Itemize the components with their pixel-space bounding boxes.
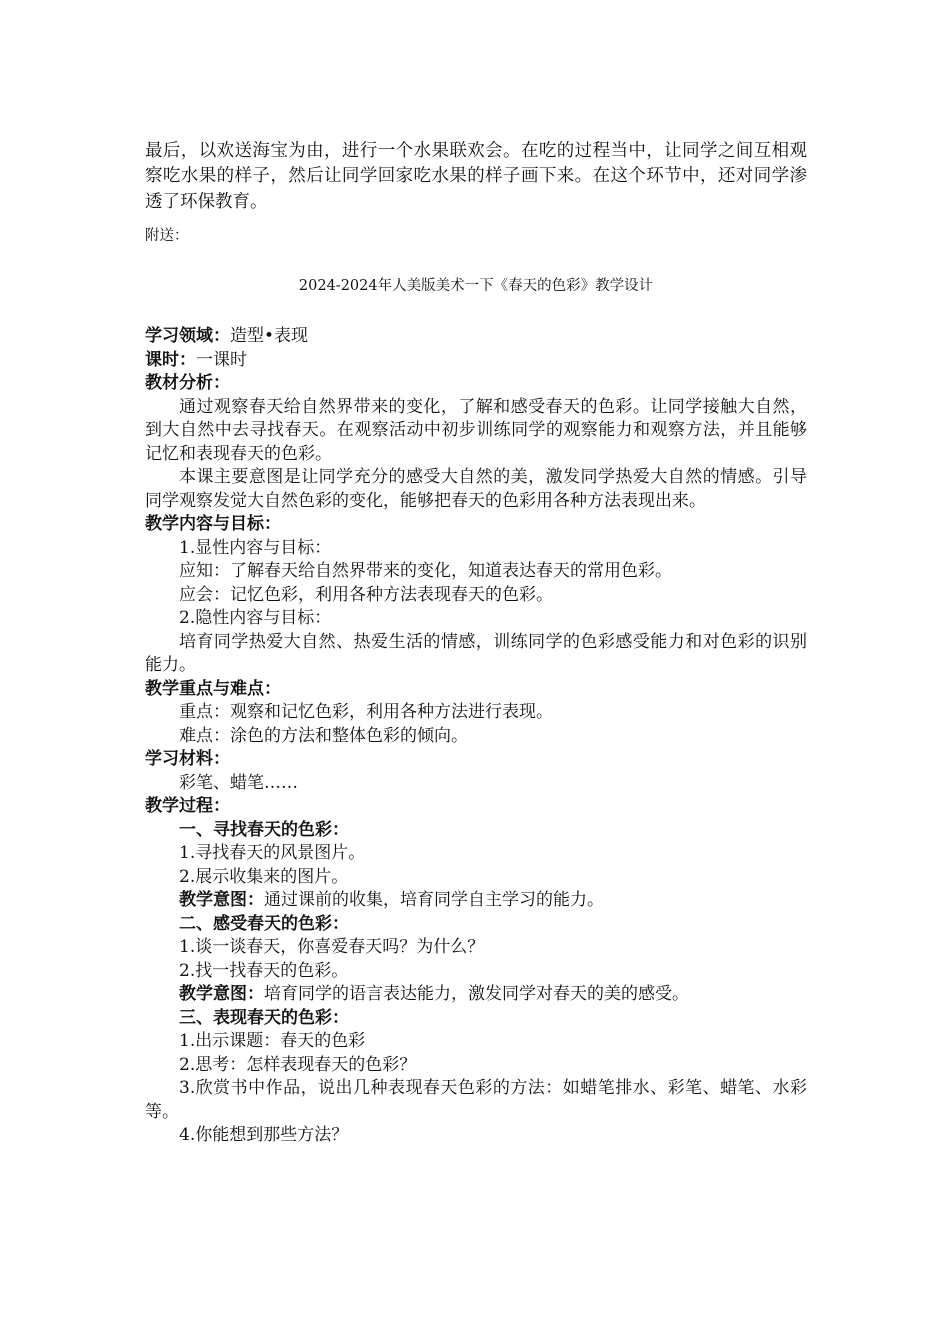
process-item: 3.欣赏书中作品，说出几种表现春天色彩的方法：如蜡笔排水、彩笔、蜡笔、水彩等。 (145, 1078, 807, 1122)
lesson-plan-body (145, 325, 807, 1148)
key-points-heading: 教学重点与难点： (145, 678, 281, 699)
process-section-3-title: 三、表现春天的色彩： (179, 1007, 349, 1028)
process-item: 2.展示收集来的图片。 (179, 866, 349, 887)
goals-heading: 教学内容与目标： (145, 514, 281, 534)
process-heading: 教学过程： (145, 796, 230, 816)
process-item: 2.找一找春天的色彩。 (179, 960, 349, 981)
process-intent (145, 889, 807, 913)
process-item: 1.谈一谈春天，你喜爱春天吗？为什么？ (179, 937, 485, 957)
period-line (145, 349, 807, 373)
process-item: 1.寻找春天的风景图片。 (179, 843, 366, 863)
intent-text: 通过课前的收集，培育同学自主学习的能力。 (264, 890, 604, 910)
materials-text: 彩笔、蜡笔…… (179, 772, 298, 793)
goals-can: 应会：记忆色彩，利用各种方法表现春天的色彩。 (179, 584, 553, 605)
key-points-focus: 重点：观察和记忆色彩，利用各种方法进行表现。 (179, 702, 553, 722)
intent-text: 培育同学的语言表达能力，激发同学对春天的美的感受。 (264, 984, 689, 1004)
analysis-heading: 教材分析： (145, 373, 230, 393)
process-section-2-title: 二、感受春天的色彩： (179, 913, 349, 934)
goals-know: 应知：了解春天给自然界带来的变化，知道表达春天的常用色彩。 (179, 561, 672, 581)
appendix-label: 附送： (145, 228, 189, 244)
intro-paragraph: 最后，以欢送海宝为由，进行一个水果联欢会。在吃的过程当中，让同学之间互相观察吃水果的样子，然后让同学回家吃水果的样子画下来。在这个环节中，还对同学渗透了环保教育。 (145, 140, 807, 212)
process-item: 4.你能想到那些方法？ (179, 1125, 349, 1145)
goals-implicit: 2.隐性内容与目标： (179, 608, 332, 628)
process-item: 1.出示课题：春天的色彩 (179, 1031, 366, 1051)
goals-implicit-text: 培育同学热爱大自然、热爱生活的情感，训练同学的色彩感受能力和对色彩的识别能力。 (145, 631, 807, 675)
materials-heading: 学习材料： (145, 749, 230, 769)
process-item: 2.思考：怎样表现春天的色彩？ (179, 1054, 417, 1075)
document-title: 2024-2024年人美版美术一下《春天的色彩》教学设计 (298, 278, 654, 294)
field-label: 学习领域： (145, 326, 230, 346)
intent-label: 教学意图： (179, 984, 264, 1004)
process-section-1-title: 一、寻找春天的色彩： (179, 819, 349, 840)
period-value: 一课时 (196, 349, 247, 370)
analysis-paragraph: 通过观察春天给自然界带来的变化，了解和感受春天的色彩。让同学接触大自然，到大自然中去寻找春天。在观察活动中初步训练同学的观察能力和观察方法，并且能够记忆和表现春天的色彩。 (145, 396, 807, 464)
field-line (145, 325, 807, 349)
analysis-paragraph: 本课主要意图是让同学充分的感受大自然的美，激发同学热爱大自然的情感。引导同学观察发觉大自然色彩的变化，能够把春天的色彩用各种方法表现出来。 (145, 467, 807, 511)
intent-label: 教学意图： (179, 890, 264, 910)
goals-explicit: 1.显性内容与目标： (179, 537, 332, 558)
period-label: 课时： (145, 349, 196, 370)
key-points-difficulty: 难点：涂色的方法和整体色彩的倾向。 (179, 725, 468, 746)
process-intent (145, 983, 807, 1007)
field-value: 造型•表现 (230, 326, 309, 346)
